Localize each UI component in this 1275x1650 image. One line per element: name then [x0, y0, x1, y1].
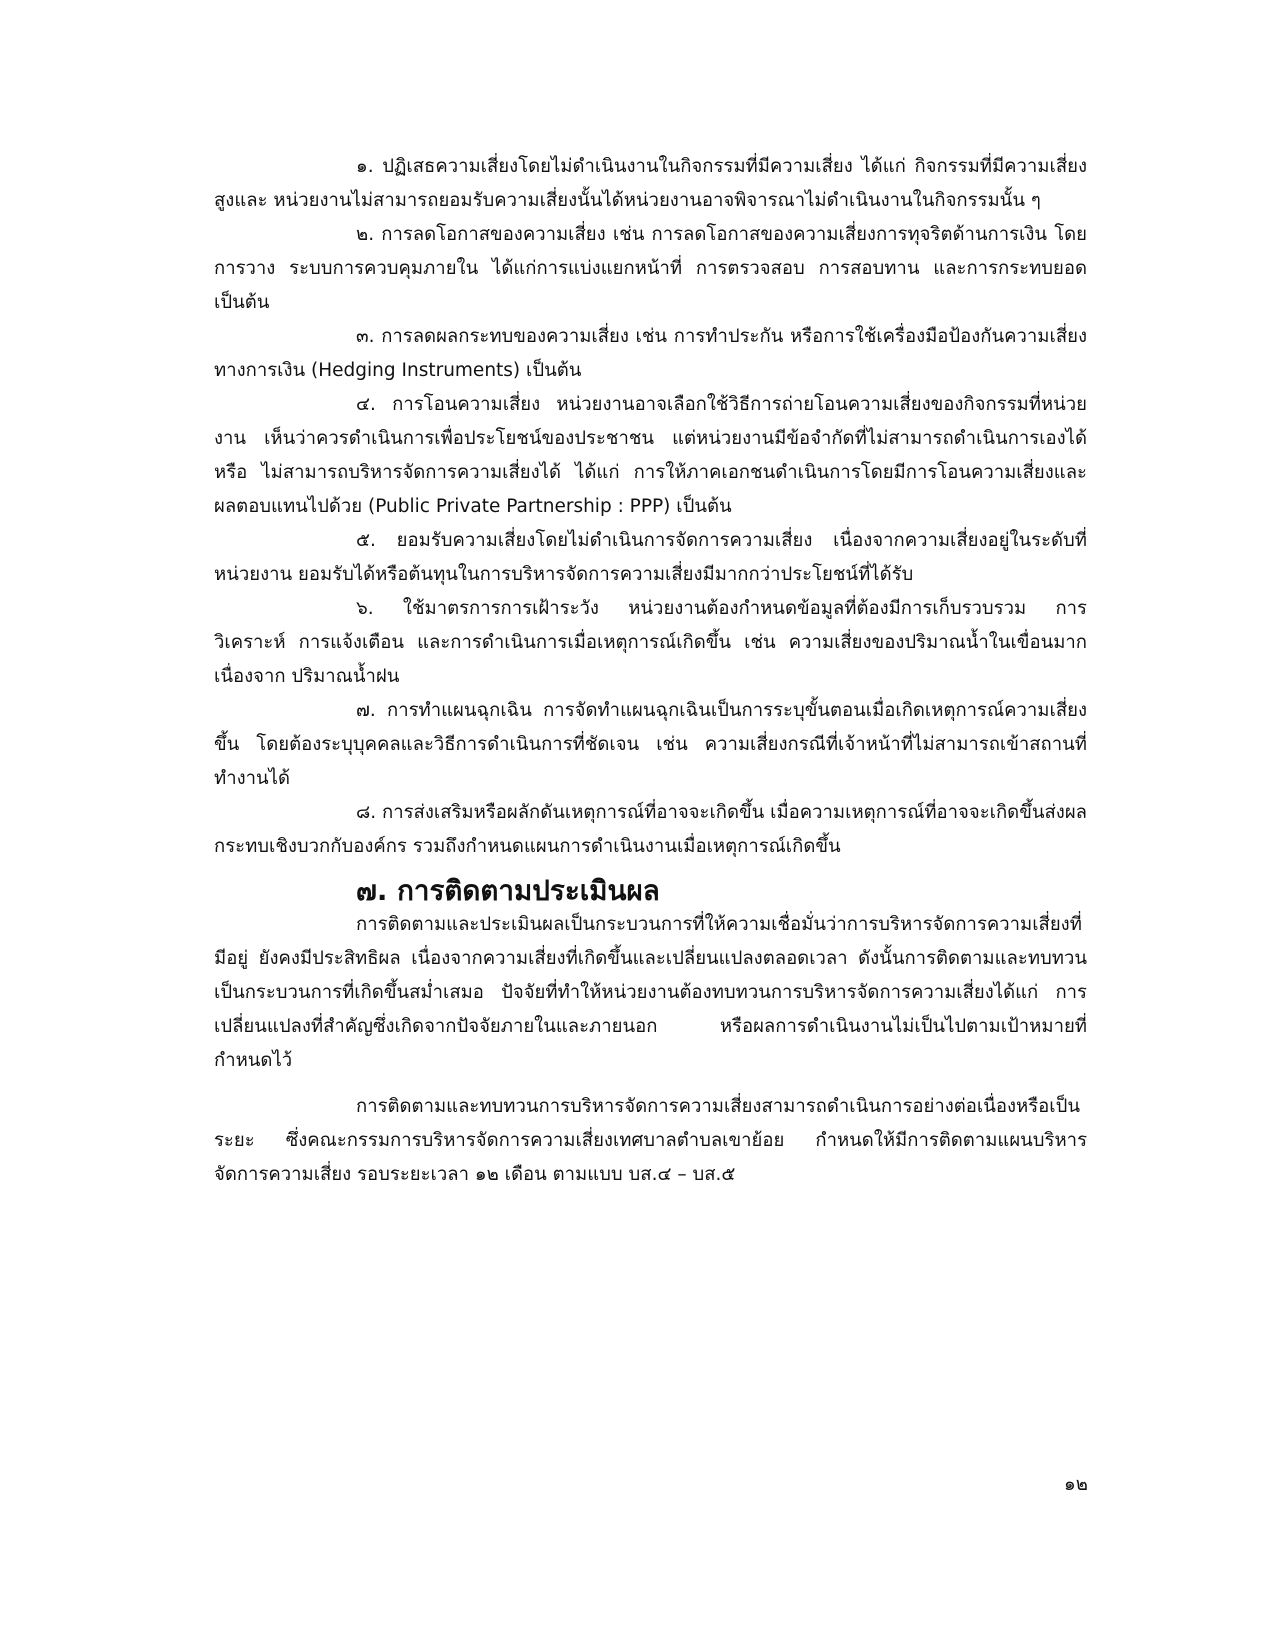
list-item-2: ๒. การลดโอกาสของความเสี่ยง เช่น การลดโอกาสของความเสี่ยงการทุจริตด้านการเงิน โดยการวาง ระบบการควบคุมภายใน ได้แก่การแบ่งแยกหน้าที่ การตรวจสอบ การสอบทาน และการกระทบยอดเป็นต้น [214, 224, 1087, 313]
list-item-7: ๗. การทำแผนฉุกเฉิน การจัดทำแผนฉุกเฉินเป็นการระบุขั้นตอนเมื่อเกิดเหตุการณ์ความเสี่ยงขึ้น โดยต้องระบุบุคคลและวิธีการดำเนินการที่ชัดเจน เช่น ความเสี่ยงกรณีที่เจ้าหน้าที่ไม่สามารถเข้าสถานที่ทำงานได้ [214, 700, 1087, 789]
list-item-3: ๓. การลดผลกระทบของความเสี่ยง เช่น การทำประกัน หรือการใช้เครื่องมือป้องกันความเสี่ยงทางการเงิน (Hedging Instruments) เป็นต้น [214, 326, 1087, 381]
list-item-6: ๖. ใช้มาตรการการเฝ้าระวัง หน่วยงานต้องกำหนดข้อมูลที่ต้องมีการเก็บรวบรวม การวิเคราะห์ การแจ้งเตือน และการดำเนินการเมื่อเหตุการณ์เกิดขึ้น เช่น ความเสี่ยงของปริมาณน้ำในเขื่อนมากเนื่องจาก ปริมาณน้ำฝน [214, 598, 1087, 687]
list-item-8: ๘. การส่งเสริมหรือผลักดันเหตุการณ์ที่อาจจะเกิดขึ้น เมื่อความเหตุการณ์ที่อาจจะเกิดขึ้นส่งผล กระทบเชิงบวกกับองค์กร รวมถึงกำหนดแผนการดำเนินงานเมื่อเหตุการณ์เกิดขึ้น [214, 802, 1087, 857]
document-body [214, 150, 1087, 1192]
page-number: ๑๒ [1064, 1474, 1088, 1495]
list-item-4: ๔. การโอนความเสี่ยง หน่วยงานอาจเลือกใช้วิธีการถ่ายโอนความเสี่ยงของกิจกรรมที่หน่วยงาน เห็นว่าควรดำเนินการเพื่อประโยชน์ของประชาชน แต่หน่วยงานมีข้อจำกัดที่ไม่สามารถดำเนินการเองได้หรือ ไม่สามารถบริหารจัดการความเสี่ยงได้ ได้แก่ การให้ภาคเอกชนดำเนินการโดยมีการโอนความเสี่ยงและ ผลตอบแทนไปด้วย (Public Private Partnership : PPP) เป็นต้น [214, 394, 1087, 517]
list-item-1: ๑. ปฏิเสธความเสี่ยงโดยไม่ดำเนินงานในกิจกรรมที่มีความเสี่ยง ได้แก่ กิจกรรมที่มีความเสี่ยงสูงและ หน่วยงานไม่สามารถยอมรับความเสี่ยงนั้นได้หน่วยงานอาจพิจารณาไม่ดำเนินงานในกิจกรรมนั้น ๆ [214, 156, 1087, 211]
list-item-5: ๕. ยอมรับความเสี่ยงโดยไม่ดำเนินการจัดการความเสี่ยง เนื่องจากความเสี่ยงอยู่ในระดับที่หน่วยงาน ยอมรับได้หรือต้นทุนในการบริหารจัดการความเสี่ยงมีมากกว่าประโยชน์ที่ได้รับ [214, 530, 1087, 585]
section-paragraph-2: การติดตามและทบทวนการบริหารจัดการความเสี่ยงสามารถดำเนินการอย่างต่อเนื่องหรือเป็นระยะ ซึ่งคณะกรรมการบริหารจัดการความเสี่ยงเทศบาลตำบลเขาย้อย กำหนดให้มีการติดตามแผนบริหารจัดการความเสี่ยง รอบระยะเวลา ๑๒ เดือน ตามแบบ บส.๔ – บส.๕ [214, 1096, 1087, 1185]
section-heading: ๗. การติดตามประเมินผล [356, 874, 660, 907]
section-paragraph-1: การติดตามและประเมินผลเป็นกระบวนการที่ให้ความเชื่อมั่นว่าการบริหารจัดการความเสี่ยงที่มีอยู่ ยังคงมีประสิทธิผล เนื่องจากความเสี่ยงที่เกิดขึ้นและเปลี่ยนแปลงตลอดเวลา ดังนั้นการติดตามและทบทวนเป็นกระบวนการที่เกิดขึ้นสม่ำเสมอ ปัจจัยที่ทำให้หน่วยงานต้องทบทวนการบริหารจัดการความเสี่ยงได้แก่ การเปลี่ยนแปลงที่สำคัญซึ่งเกิดจากปัจจัยภายในและภายนอก หรือผลการดำเนินงานไม่เป็นไปตามเป้าหมายที่กำหนดไว้ [214, 914, 1087, 1071]
